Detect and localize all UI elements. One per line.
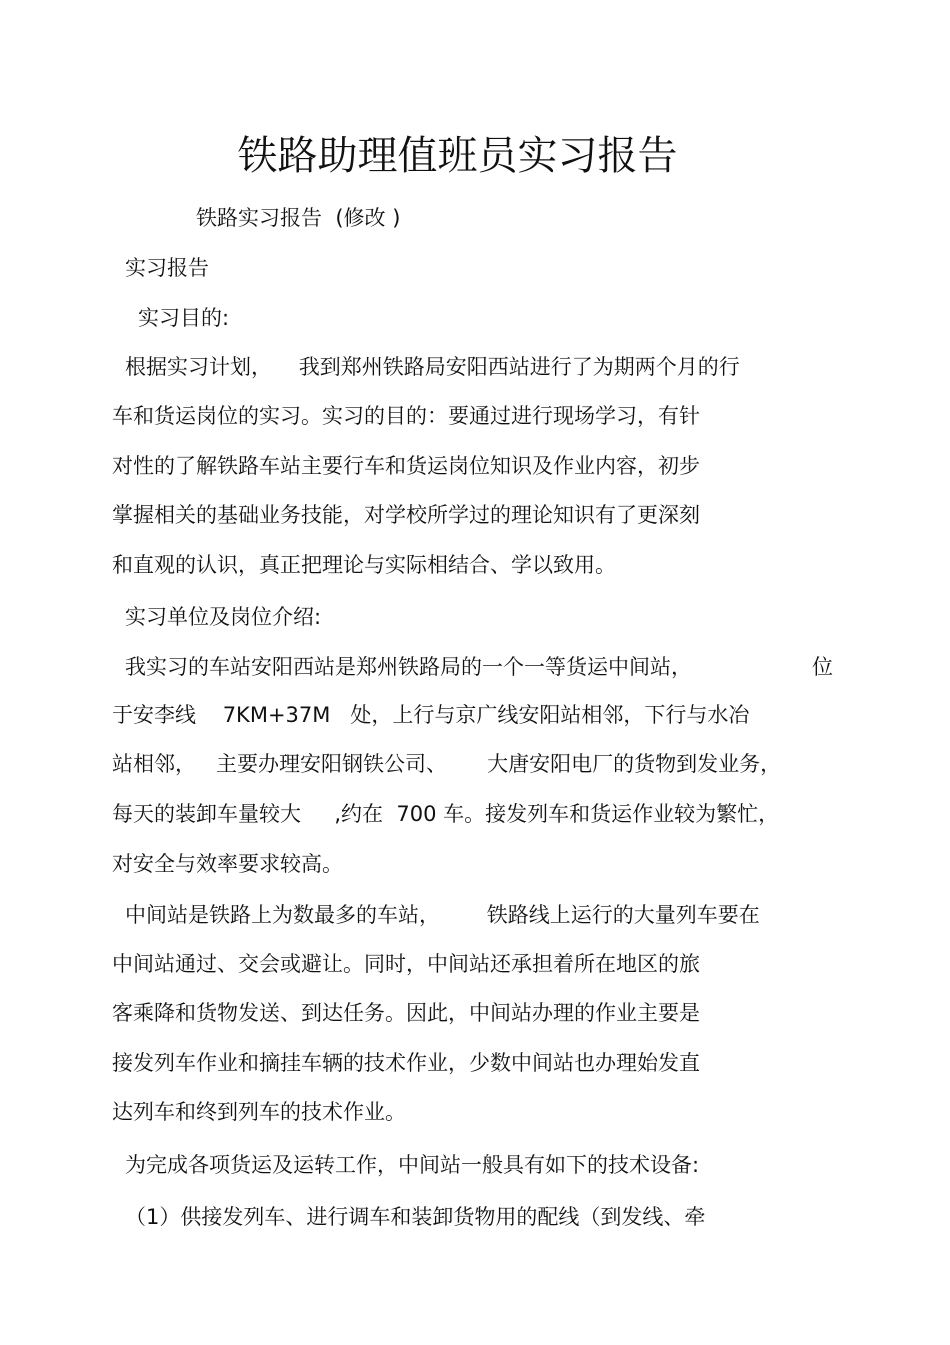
paragraph-line: 达列车和终到列车的技术作业。 [112, 1100, 406, 1124]
paragraph-line: 客乘降和货物发送、到达任务。因此，中间站办理的作业主要是 [112, 1001, 700, 1025]
paragraph-line: 站相邻， 主要办理安阳钢铁公司、 大唐安阳电厂的货物到发业务， [112, 752, 782, 776]
paragraph-line: 掌握相关的基础业务技能，对学校所学过的理论知识有了更深刻 [112, 503, 700, 527]
equipment-item-1: （1）供接发列车、进行调车和装卸货物用的配线（到发线、牵 [125, 1205, 706, 1229]
equipment-intro: 为完成各项货运及运转工作，中间站一般具有如下的技术设备: [125, 1153, 700, 1177]
section-heading-report: 实习报告 [125, 256, 209, 280]
section-heading-unit: 实习单位及岗位介绍: [125, 605, 322, 629]
document-subtitle: 铁路实习报告 (修改 ) [196, 206, 401, 230]
paragraph-line: 对安全与效率要求较高。 [112, 852, 343, 876]
paragraph-line: 中间站通过、交会或避让。同时，中间站还承担着所在地区的旅 [112, 952, 700, 976]
paragraph-line-tail: 位 [812, 655, 833, 679]
section-heading-purpose: 实习目的: [138, 306, 230, 330]
paragraph-line: 对性的了解铁路车站主要行车和货运岗位知识及作业内容，初步 [112, 454, 700, 478]
paragraph-line: 于安李线 7KM+37M 处，上行与京广线安阳站相邻，下行与水冶 [112, 703, 750, 727]
paragraph-line: 根据实习计划， 我到郑州铁路局安阳西站进行了为期两个月的行 [125, 355, 740, 379]
paragraph-line: 车和货运岗位的实习。实习的目的：要通过进行现场学习，有针 [112, 404, 700, 428]
paragraph-line: 我实习的车站安阳西站是郑州铁路局的一个一等货运中间站， [125, 655, 692, 679]
paragraph-line: 和直观的认识，真正把理论与实际相结合、学以致用。 [112, 553, 616, 577]
paragraph-line: 每天的装卸车量较大 ,约在 700 车。接发列车和货运作业较为繁忙， [112, 802, 780, 826]
document-title: 铁路助理值班员实习报告 [237, 133, 678, 179]
paragraph-line: 中间站是铁路上为数最多的车站， 铁路线上运行的大量列车要在 [125, 903, 760, 927]
paragraph-line: 接发列车作业和摘挂车辆的技术作业，少数中间站也办理始发直 [112, 1051, 700, 1075]
